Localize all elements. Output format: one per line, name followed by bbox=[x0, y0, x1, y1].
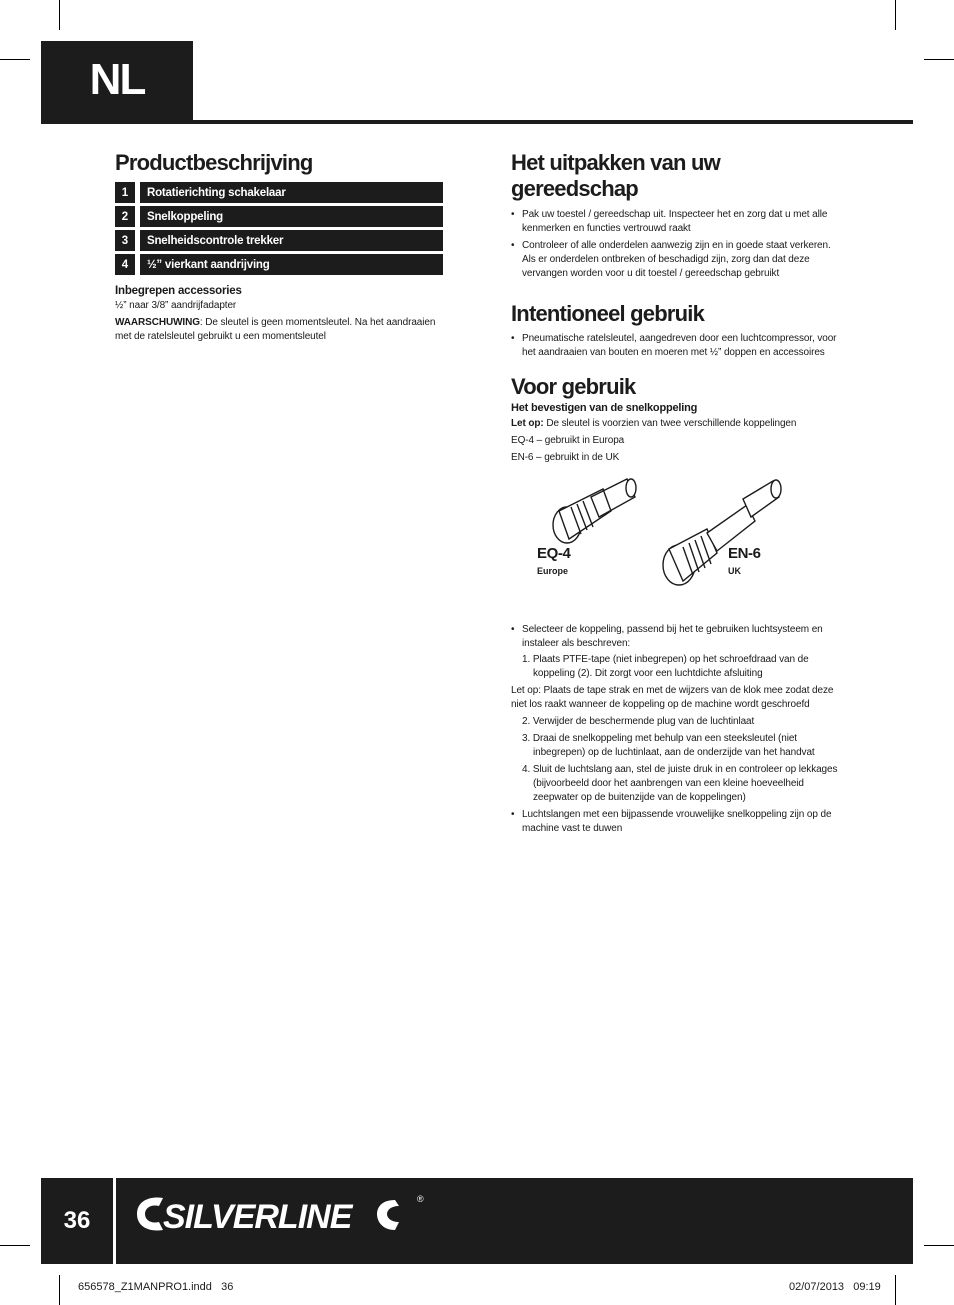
list-item: • Pak uw toestel / gereedschap uit. Inspecteer het en zorg dat u met alle kenmerken en functies vertrouwd raakt bbox=[511, 208, 841, 236]
spec-label: Rotatierichting schakelaar bbox=[140, 182, 443, 203]
unpacking-title-line1: Het uitpakken van uw bbox=[511, 150, 720, 175]
accessories-text: ½” naar 3/8” aandrijfadapter bbox=[115, 300, 237, 311]
product-description-title: Productbeschrijving bbox=[115, 150, 313, 175]
unpacking-title bbox=[511, 150, 841, 202]
page-number: 36 bbox=[63, 1207, 91, 1234]
unpacking-list bbox=[511, 208, 841, 281]
note-paragraph bbox=[511, 417, 841, 431]
file-info: 656578_Z1MANPRO1.indd 36 bbox=[78, 1281, 234, 1293]
silverline-logo-icon bbox=[133, 1190, 433, 1240]
coupling-illustration bbox=[511, 477, 841, 605]
spec-label: ½” vierkant aandrijving bbox=[140, 254, 443, 275]
before-use-subtitle: Het bevestigen van de snelkoppeling bbox=[511, 402, 698, 414]
crop-mark bbox=[0, 59, 30, 60]
spec-row bbox=[115, 206, 443, 227]
spec-number: 3 bbox=[115, 230, 135, 251]
spec-number: 1 bbox=[115, 182, 135, 203]
left-column bbox=[115, 150, 443, 344]
spec-number: 4 bbox=[115, 254, 135, 275]
language-code: NL bbox=[89, 55, 145, 104]
en6-coupling-icon bbox=[663, 480, 781, 585]
eq4-figure-sub: Europe bbox=[537, 566, 569, 576]
accessories-title: Inbegrepen accessories bbox=[115, 285, 242, 297]
coupling-figure bbox=[511, 477, 841, 605]
header-rule bbox=[41, 120, 913, 124]
list-item: • Selecteer de koppeling, passend bij het te gebruiken luchtsysteem en instaleer als beschreven: bbox=[511, 623, 841, 651]
spec-row bbox=[115, 254, 443, 275]
footer-divider bbox=[113, 1178, 116, 1264]
intended-use-list bbox=[511, 332, 841, 360]
en6-line: EN-6 – gebruikt in de UK bbox=[511, 452, 620, 463]
list-item: • Pneumatische ratelsleutel, aangedreven door een luchtcompressor, voor het aandraaien van bouten en moeren met ½” doppen en accessoires bbox=[511, 332, 841, 360]
crop-mark bbox=[895, 0, 896, 30]
eq4-figure-label: EQ-4 bbox=[537, 545, 571, 562]
install-step-2: 2. Verwijder de beschermende plug van de luchtinlaat bbox=[522, 716, 755, 727]
crop-mark bbox=[59, 1275, 60, 1305]
spec-label: Snelheidscontrole trekker bbox=[140, 230, 443, 251]
install-step-1: 1. Plaats PTFE-tape (niet inbegrepen) op het schroefdraad van de koppeling (2). Dit zorgt voor een luchtdichte afsluiting bbox=[522, 654, 809, 679]
list-item: • Luchtslangen met een bijpassende vrouwelijke snelkoppeling zijn op de machine vast te duwen bbox=[511, 808, 841, 836]
eq4-line: EQ-4 – gebruikt in Europa bbox=[511, 435, 625, 446]
eq4-coupling-icon bbox=[553, 479, 636, 543]
install-step-3: 3. Draai de snelkoppeling met behulp van een steeksleutel (niet inbegrepen) op de luchtinlaat, aan de onderzijde van het handvat bbox=[522, 733, 815, 758]
crop-mark bbox=[895, 1275, 896, 1305]
spec-label: Snelkoppeling bbox=[140, 206, 443, 227]
spec-row bbox=[115, 182, 443, 203]
footer-bar bbox=[41, 1178, 913, 1264]
warning-paragraph bbox=[115, 316, 443, 344]
crop-mark bbox=[924, 59, 954, 60]
en6-figure-label: EN-6 bbox=[728, 545, 761, 562]
note-text: De sleutel is voorzien van twee verschillende koppelingen bbox=[543, 418, 797, 429]
spec-number: 2 bbox=[115, 206, 135, 227]
brand-wordmark: SILVERLINE bbox=[163, 1198, 352, 1236]
note-label: Let op: bbox=[511, 418, 544, 429]
warning-label: WAARSCHUWING bbox=[115, 317, 200, 328]
before-use-title: Voor gebruik bbox=[511, 374, 636, 399]
warning-text: : De sleutel is geen momentsleutel. Na het aandraaien met de ratelsleutel gebruikt u een momentsleutel bbox=[115, 317, 436, 342]
date-info: 02/07/2013 09:19 bbox=[789, 1281, 881, 1293]
en6-figure-sub: UK bbox=[728, 566, 741, 576]
intended-use-title: Intentioneel gebruik bbox=[511, 301, 705, 326]
install-list bbox=[511, 623, 841, 651]
unpacking-title-line2: gereedschap bbox=[511, 176, 638, 201]
crop-mark bbox=[59, 0, 60, 30]
crop-mark bbox=[0, 1245, 30, 1246]
hose-list bbox=[511, 808, 841, 836]
list-item: • Controleer of alle onderdelen aanwezig zijn en in goede staat verkeren. Als er onderdelen ontbreken of beschadigd zijn, zorg dan dat deze vervangen worden voor u dit toestel / gereedschap gebruikt bbox=[511, 239, 841, 281]
install-step-4: 4. Sluit de luchtslang aan, stel de juiste druk in en controleer op lekkages (bijvoorbeeld door het aanbrengen van een kleine hoeveelheid zeepwater op de buitenzijde van de koppelingen) bbox=[522, 764, 838, 803]
crop-mark bbox=[924, 1245, 954, 1246]
right-column bbox=[511, 150, 841, 839]
spec-list bbox=[115, 182, 443, 275]
registered-mark: ® bbox=[417, 1194, 424, 1204]
language-tab bbox=[41, 41, 193, 123]
tape-note: Let op: Plaats de tape strak en met de wijzers van de klok mee zodat deze niet los raakt wanneer de koppeling op de machine wordt geschroefd bbox=[511, 685, 834, 710]
spec-row bbox=[115, 230, 443, 251]
